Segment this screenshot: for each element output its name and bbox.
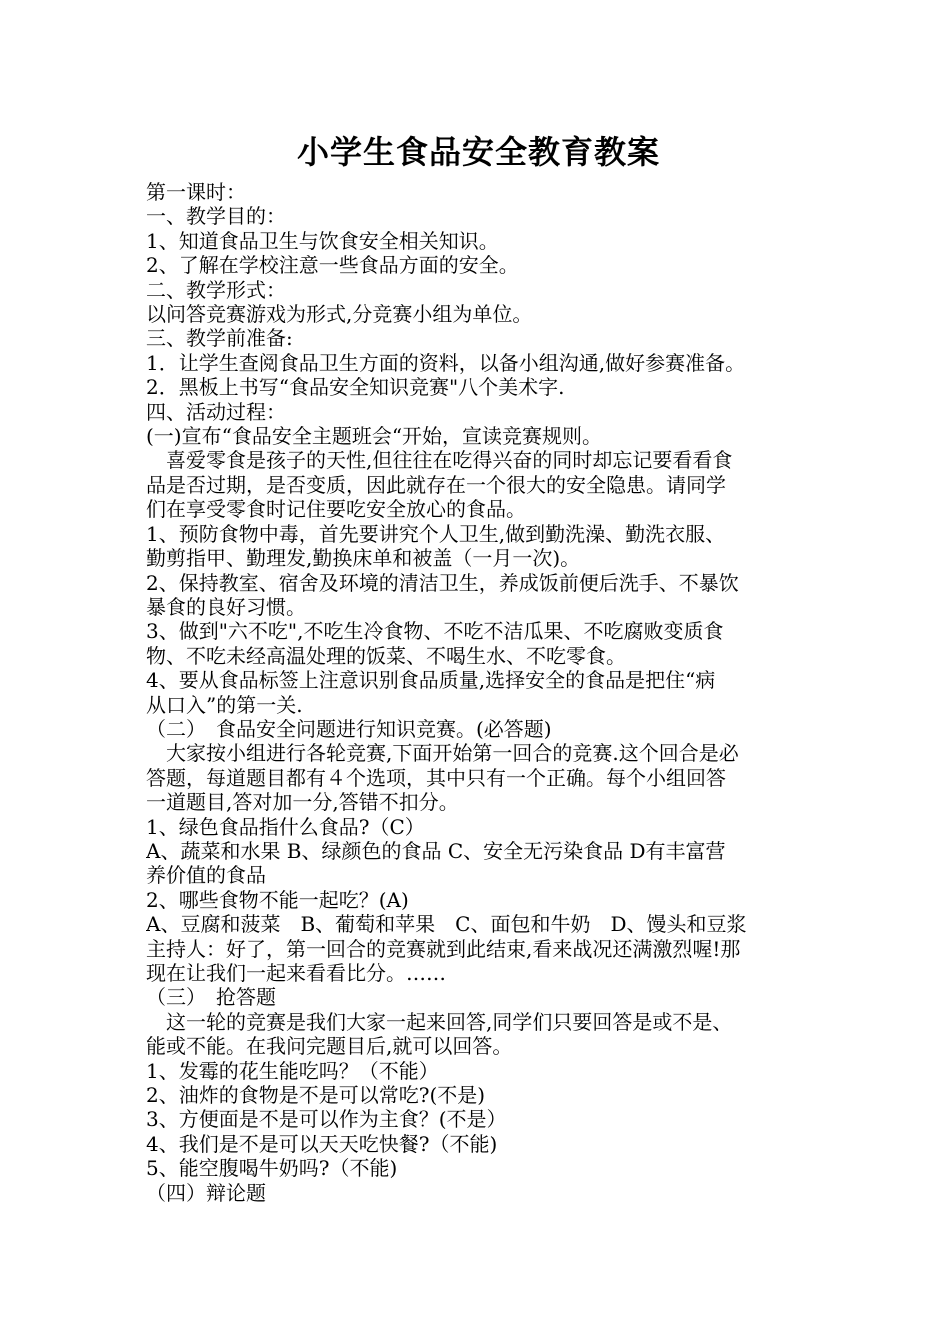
text-line: 以问答竞赛游戏为形式,分竞赛小组为单位。 bbox=[146, 302, 533, 327]
text-line: 物、不吃未经高温处理的饭菜、不喝生水、不吃零食。 bbox=[146, 643, 626, 668]
text-line: 这一轮的竞赛是我们大家一起来回答,同学们只要回答是或不是、 bbox=[146, 1009, 733, 1034]
quiz-question: 5、能空腹喝牛奶吗?（不能) bbox=[146, 1156, 398, 1181]
text-line: 大家按小组进行各轮竞赛,下面开始第一回合的竞赛.这个回合是必 bbox=[146, 741, 739, 766]
quiz-question: 2、哪些食物不能一起吃？(A) bbox=[146, 887, 409, 912]
document-body bbox=[146, 180, 811, 1205]
text-line: 们在享受零食时记住要吃安全放心的食品。 bbox=[146, 497, 526, 522]
text-line: 勤剪指甲、勤理发,勤换床单和被盖（一月一次)。 bbox=[146, 546, 581, 571]
section-heading: 一、教学目的： bbox=[146, 204, 286, 229]
text-line: 现在让我们一起来看看比分。…… bbox=[146, 961, 446, 985]
text-line: 喜爱零食是孩子的天性,但往往在吃得兴奋的同时却忘记要看看食 bbox=[146, 448, 733, 473]
subsection-heading: （三） 抢答题 bbox=[146, 985, 276, 1010]
subsection-heading: （四）辩论题 bbox=[146, 1180, 266, 1205]
quiz-question: 2、油炸的食物是不是可以常吃?(不是) bbox=[146, 1083, 486, 1108]
text-line: 品是否过期，是否变质，因此就存在一个很大的安全隐患。请同学 bbox=[146, 472, 726, 497]
text-line: 答题，每道题目都有４个选项，其中只有一个正确。每个小组回答 bbox=[146, 765, 726, 790]
quiz-question: 3、方便面是不是可以作为主食？(不是） bbox=[146, 1107, 507, 1132]
document-title: 小学生食品安全教育教案 bbox=[296, 133, 660, 171]
text-line: 1．让学生查阅食品卫生方面的资料，以备小组沟通,做好参赛准备。 bbox=[146, 350, 746, 375]
text-line: 主持人：好了，第一回合的竞赛就到此结束,看来战况还满激烈喔!那 bbox=[146, 936, 741, 961]
quiz-question: 1、绿色食品指什么食品?（C） bbox=[146, 814, 425, 839]
text-line: 暴食的良好习惯。 bbox=[146, 594, 306, 619]
quiz-question: 1、发霉的花生能吃吗？（不能） bbox=[146, 1058, 439, 1083]
subsection-heading: (一)宣布“食品安全主题班会“开始，宣读竞赛规则。 bbox=[146, 424, 603, 449]
text-line: 2、了解在学校注意一些食品方面的安全。 bbox=[146, 253, 519, 278]
text-line: 4、要从食品标签上注意识别食品质量,选择安全的食品是把住“病 bbox=[146, 668, 716, 693]
section-heading: 三、教学前准备: bbox=[146, 326, 293, 351]
text-line: 一道题目,答对加一分,答错不扣分。 bbox=[146, 790, 459, 815]
text-line: 1、知道食品卫生与饮食安全相关知识。 bbox=[146, 228, 499, 253]
section-heading: 四、活动过程： bbox=[146, 399, 286, 424]
subsection-heading: （二） 食品安全问题进行知识竞赛。(必答题) bbox=[146, 716, 552, 741]
text-line: 3、做到"六不吃",不吃生冷食物、不吃不洁瓜果、不吃腐败变质食 bbox=[146, 619, 724, 644]
section-heading: 二、教学形式： bbox=[146, 277, 286, 302]
quiz-options: 养价值的食品 bbox=[146, 863, 266, 888]
text-line: 能或不能。在我问完题目后,就可以回答。 bbox=[146, 1034, 513, 1059]
text-line: 2．黑板上书写“食品安全知识竞赛"八个美术字. bbox=[146, 375, 565, 400]
document-page bbox=[146, 128, 811, 1205]
text-line: 1、预防食物中毒，首先要讲究个人卫生,做到勤洗澡、勤洗衣服、 bbox=[146, 521, 726, 546]
text-line: 从口入”的第一关. bbox=[146, 692, 303, 717]
quiz-options: A、豆腐和菠菜 B、葡萄和苹果 C、面包和牛奶 D、馒头和豆浆 bbox=[146, 912, 747, 937]
text-line: 第一课时： bbox=[146, 180, 246, 204]
text-line: 2、保持教室、宿舍及环境的清洁卫生，养成饭前便后洗手、不暴饮 bbox=[146, 570, 739, 595]
quiz-options: A、蔬菜和水果 B、绿颜色的食品 C、安全无污染食品 D有丰富营 bbox=[146, 838, 726, 863]
quiz-question: 4、我们是不是可以天天吃快餐?（不能) bbox=[146, 1131, 498, 1156]
